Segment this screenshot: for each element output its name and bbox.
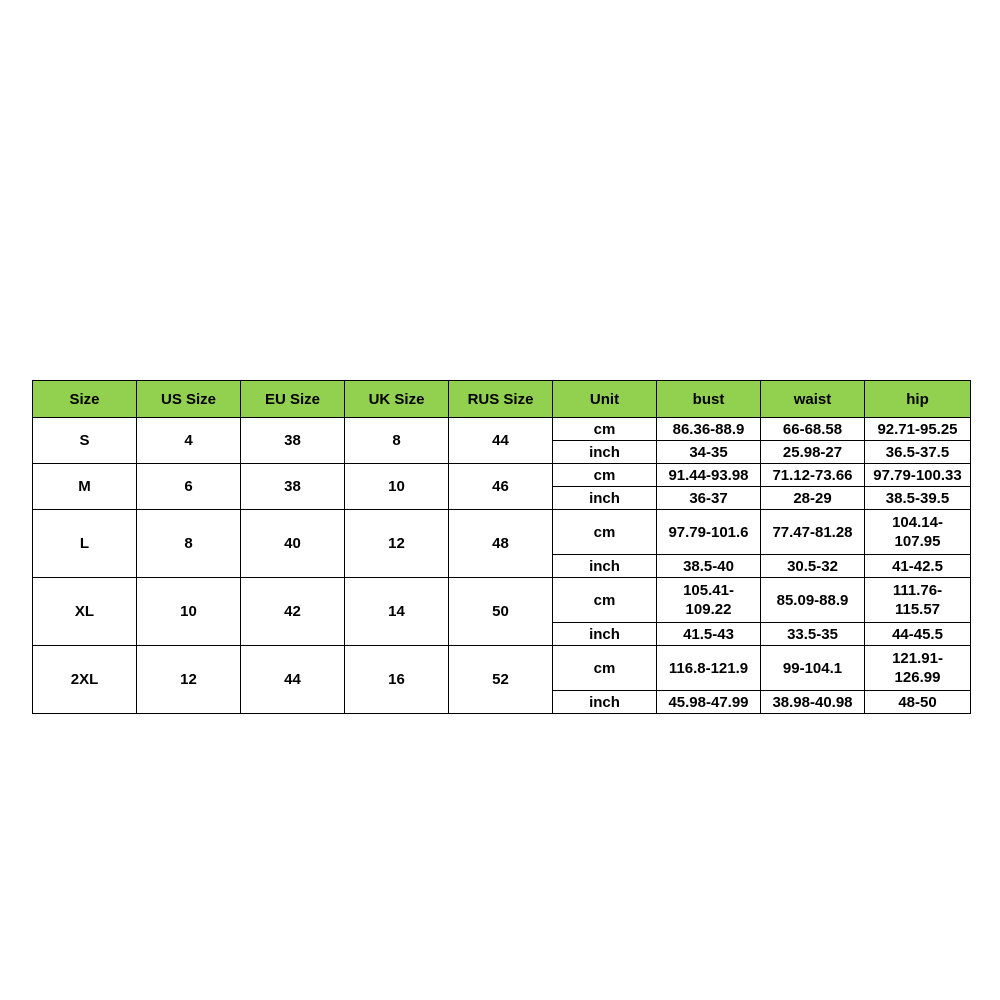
unit-cell: cm	[553, 646, 657, 691]
header-waist: waist	[761, 381, 865, 418]
unit-cell: inch	[553, 691, 657, 714]
table-row	[33, 510, 971, 555]
header-uk-size: UK Size	[345, 381, 449, 418]
table-row	[33, 578, 971, 623]
size-chart-table	[32, 380, 971, 714]
waist-cell: 33.5-35	[761, 623, 865, 646]
hip-cell-line: 111.76-	[892, 582, 943, 599]
unit-cell: cm	[553, 510, 657, 555]
eu-size-cell: 38	[241, 418, 345, 464]
table-row	[33, 646, 971, 691]
hip-cell-line: 121.91-	[892, 650, 943, 667]
waist-cell: 99-104.1	[761, 646, 865, 691]
bust-cell: 38.5-40	[657, 555, 761, 578]
size-cell: XL	[33, 578, 137, 646]
waist-cell: 25.98-27	[761, 441, 865, 464]
unit-cell: cm	[553, 464, 657, 487]
header-us-size: US Size	[137, 381, 241, 418]
waist-cell: 30.5-32	[761, 555, 865, 578]
bust-cell: 91.44-93.98	[657, 464, 761, 487]
bust-cell: 34-35	[657, 441, 761, 464]
rus-size-cell: 50	[449, 578, 553, 646]
bust-cell	[657, 578, 761, 623]
rus-size-cell: 48	[449, 510, 553, 578]
bust-cell-line: 109.22	[685, 601, 732, 618]
unit-cell: inch	[553, 441, 657, 464]
us-size-cell: 8	[137, 510, 241, 578]
bust-cell: 41.5-43	[657, 623, 761, 646]
hip-cell-line: 107.95	[894, 533, 941, 550]
bust-cell: 45.98-47.99	[657, 691, 761, 714]
waist-cell: 28-29	[761, 487, 865, 510]
eu-size-cell: 40	[241, 510, 345, 578]
bust-cell: 36-37	[657, 487, 761, 510]
rus-size-cell: 44	[449, 418, 553, 464]
hip-cell: 41-42.5	[865, 555, 971, 578]
hip-cell: 92.71-95.25	[865, 418, 971, 441]
hip-cell	[865, 578, 971, 623]
uk-size-cell: 14	[345, 578, 449, 646]
hip-cell: 44-45.5	[865, 623, 971, 646]
header-rus-size: RUS Size	[449, 381, 553, 418]
hip-cell	[865, 646, 971, 691]
hip-cell: 97.79-100.33	[865, 464, 971, 487]
header-unit: Unit	[553, 381, 657, 418]
size-cell: 2XL	[33, 646, 137, 714]
table-row	[33, 418, 971, 441]
bust-cell: 116.8-121.9	[657, 646, 761, 691]
header-hip: hip	[865, 381, 971, 418]
hip-cell	[865, 510, 971, 555]
us-size-cell: 4	[137, 418, 241, 464]
unit-cell: inch	[553, 555, 657, 578]
uk-size-cell: 8	[345, 418, 449, 464]
hip-cell: 48-50	[865, 691, 971, 714]
bust-cell-line: 105.41-	[683, 582, 734, 599]
waist-cell: 77.47-81.28	[761, 510, 865, 555]
waist-cell: 85.09-88.9	[761, 578, 865, 623]
hip-cell: 36.5-37.5	[865, 441, 971, 464]
waist-cell: 71.12-73.66	[761, 464, 865, 487]
hip-cell-line: 104.14-	[892, 514, 943, 531]
uk-size-cell: 12	[345, 510, 449, 578]
unit-cell: cm	[553, 578, 657, 623]
unit-cell: inch	[553, 487, 657, 510]
hip-cell-line: 126.99	[894, 669, 941, 686]
eu-size-cell: 38	[241, 464, 345, 510]
uk-size-cell: 10	[345, 464, 449, 510]
rus-size-cell: 46	[449, 464, 553, 510]
header-size: Size	[33, 381, 137, 418]
eu-size-cell: 42	[241, 578, 345, 646]
rus-size-cell: 52	[449, 646, 553, 714]
table-row	[33, 464, 971, 487]
header-bust: bust	[657, 381, 761, 418]
hip-cell-line: 115.57	[894, 601, 941, 618]
bust-cell: 86.36-88.9	[657, 418, 761, 441]
size-cell: M	[33, 464, 137, 510]
hip-cell: 38.5-39.5	[865, 487, 971, 510]
waist-cell: 66-68.58	[761, 418, 865, 441]
size-cell: S	[33, 418, 137, 464]
bust-cell: 97.79-101.6	[657, 510, 761, 555]
us-size-cell: 10	[137, 578, 241, 646]
us-size-cell: 12	[137, 646, 241, 714]
size-cell: L	[33, 510, 137, 578]
header-eu-size: EU Size	[241, 381, 345, 418]
waist-cell: 38.98-40.98	[761, 691, 865, 714]
unit-cell: inch	[553, 623, 657, 646]
uk-size-cell: 16	[345, 646, 449, 714]
unit-cell: cm	[553, 418, 657, 441]
eu-size-cell: 44	[241, 646, 345, 714]
us-size-cell: 6	[137, 464, 241, 510]
header-row	[33, 381, 971, 418]
